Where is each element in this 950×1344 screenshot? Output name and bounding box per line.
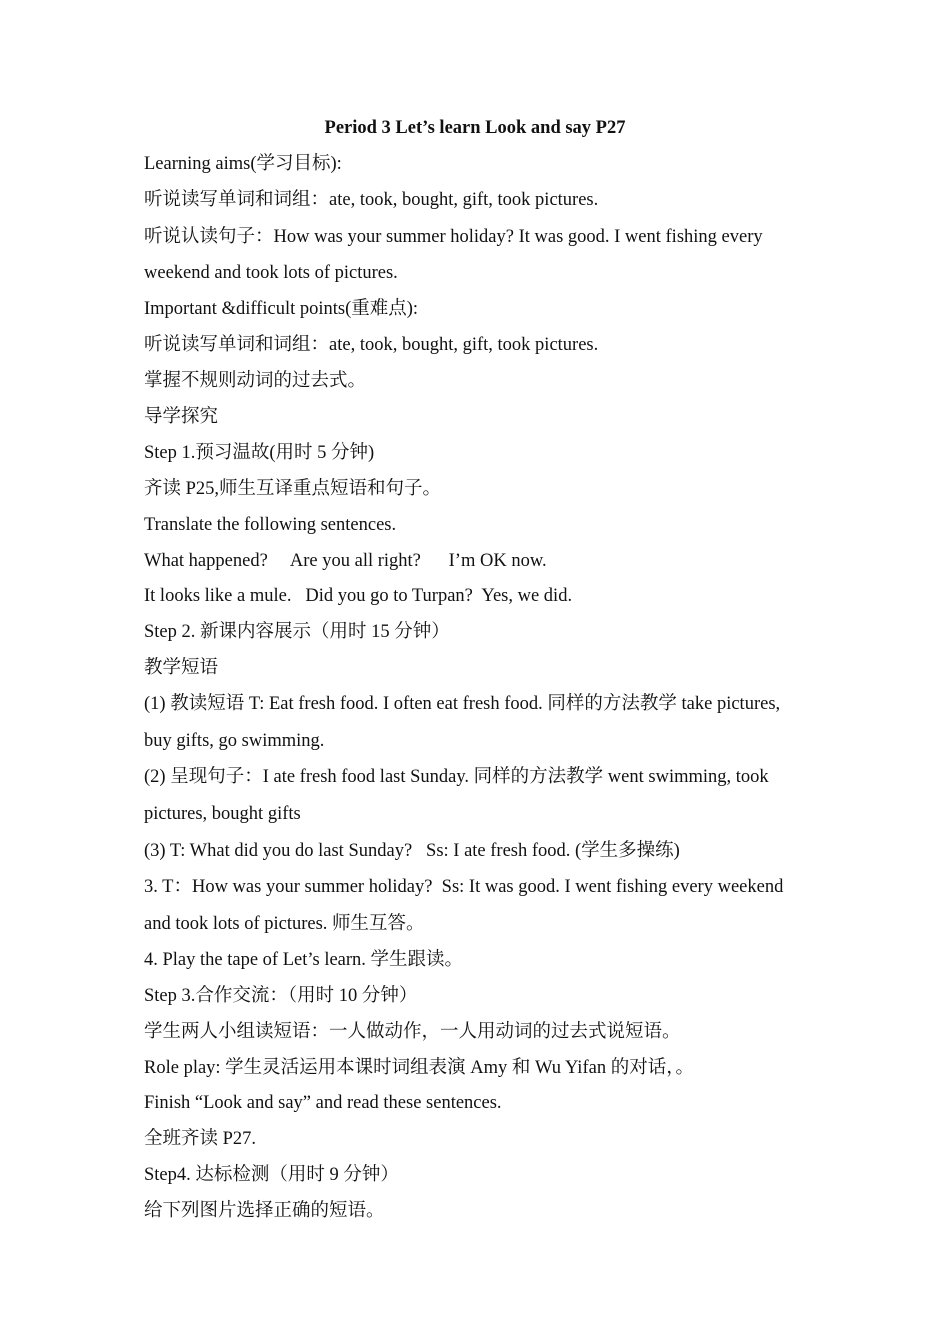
teaching-item-4: 3. T：How was your summer holiday? Ss: It was good. I went fishing every weekend	[144, 877, 784, 897]
step-2-heading: Step 2. 新课内容展示（用时 15 分钟）	[144, 622, 450, 642]
teaching-item-3: (3) T: What did you do last Sunday? Ss: I ate fresh food. (学生多操练)	[144, 841, 680, 861]
teaching-item-5: 4. Play the tape of Let’s learn. 学生跟读。	[144, 950, 464, 970]
step-3-heading: Step 3.合作交流：（用时 10 分钟）	[144, 986, 418, 1006]
step-1-heading: Step 1.预习温故(用时 5 分钟)	[144, 443, 375, 463]
role-play-instruction: Role play: 学生灵活运用本课时词组表演 Amy 和 Wu Yifan 的对话，。	[144, 1058, 694, 1078]
step-4-heading: Step4. 达标检测（用时 9 分钟）	[144, 1165, 399, 1185]
key-points-verbs-line: 掌握不规则动词的过去式。	[144, 371, 367, 391]
translate-sentences-2: It looks like a mule. Did you go to Turpan? Yes, we did.	[144, 586, 573, 606]
learning-aims-heading: Learning aims(学习目标):	[144, 154, 342, 174]
translate-instruction: Translate the following sentences.	[144, 515, 397, 535]
teaching-phrases-heading: 教学短语	[144, 658, 219, 678]
key-points-heading: Important &difficult points(重难点):	[144, 299, 419, 319]
step-1-instruction: 齐读 P25,师生互译重点短语和句子。	[144, 479, 442, 499]
aims-sentences-line: 听说认读句子：How was your summer holiday? It was good. I went fishing every	[144, 227, 763, 247]
picture-match-instruction: 给下列图片选择正确的短语。	[144, 1201, 385, 1221]
teaching-item-4-cont: and took lots of pictures. 师生互答。	[144, 914, 425, 934]
key-points-words-line: 听说读写单词和词组：ate, took, bought, gift, took pictures.	[144, 335, 599, 355]
teaching-item-2: (2) 呈现句子：I ate fresh food last Sunday. 同样的方法教学 went swimming, took	[144, 767, 769, 787]
teaching-item-1-cont: buy gifts, go swimming.	[144, 731, 325, 751]
class-reading-instruction: 全班齐读 P27.	[144, 1129, 257, 1149]
teaching-item-2-cont: pictures, bought gifts	[144, 804, 301, 824]
page-title: Period 3 Let’s learn Look and say P27	[324, 118, 626, 138]
aims-sentences-line-cont: weekend and took lots of pictures.	[144, 263, 398, 283]
teaching-item-1: (1) 教读短语 T: Eat fresh food. I often eat fresh food. 同样的方法教学 take pictures,	[144, 694, 781, 714]
translate-sentences-1: What happened? Are you all right? I’m OK now.	[144, 551, 547, 571]
pair-work-instruction: 学生两人小组读短语：一人做动作，一人用动词的过去式说短语。	[144, 1022, 681, 1042]
aims-words-line: 听说读写单词和词组：ate, took, bought, gift, took pictures.	[144, 190, 599, 210]
look-and-say-instruction: Finish “Look and say” and read these sentences.	[144, 1093, 502, 1113]
guided-inquiry-heading: 导学探究	[144, 407, 219, 427]
